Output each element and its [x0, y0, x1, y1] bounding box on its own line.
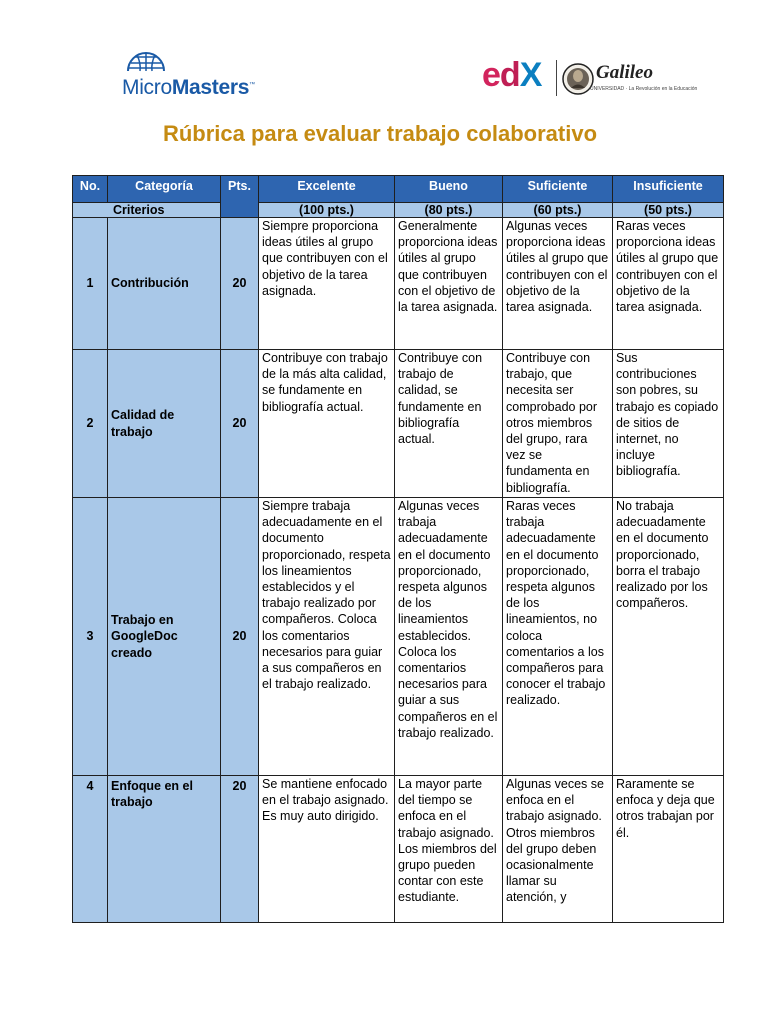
table-row	[73, 218, 724, 350]
galileo-logo	[562, 60, 698, 100]
cell-suficiente: Contribuye con trabajo, que necesita ser comprobado por otros miembros del grupo, rara vez se fundamenta en bibliografía.	[503, 350, 613, 498]
cell-insuficiente: Raramente se enfoca y deja que otros trabajan por él.	[613, 776, 724, 923]
cell-excelente: Contribuye con trabajo de la más alta calidad, se fundamente en bibliografía actual.	[259, 350, 395, 498]
galileo-tagline: UNIVERSIDAD · La Revolución en la Educación	[590, 86, 698, 92]
subheader-suficiente: (60 pts.)	[503, 203, 613, 218]
header-pts: Pts.	[221, 176, 259, 218]
table-row	[73, 498, 724, 776]
header-insuficiente: Insuficiente	[613, 176, 724, 203]
row-number: 2	[73, 350, 108, 498]
header-suficiente: Suficiente	[503, 176, 613, 203]
header-no: No.	[73, 176, 108, 203]
edx-logo: edX	[482, 56, 542, 94]
table-header-row	[73, 176, 724, 203]
micromasters-wordmark: MicroMasters™	[122, 76, 255, 99]
micromasters-logo	[120, 46, 270, 102]
subheader-excelente: (100 pts.)	[259, 203, 395, 218]
subheader-criterios: Criterios	[73, 203, 221, 218]
row-category: Trabajo en GoogleDoc creado	[108, 498, 221, 776]
cell-bueno: Generalmente proporciona ideas útiles al grupo que contribuyen con el objetivo de la tarea asignada.	[395, 218, 503, 350]
cell-bueno: Algunas veces trabaja adecuadamente en el documento proporcionado, respeta algunos de los lineamientos establecidos. Coloca los comentarios necesarios para guiar a sus compañeros en el trabajo realizado.	[395, 498, 503, 776]
header-excelente: Excelente	[259, 176, 395, 203]
cell-excelente: Se mantiene enfocado en el trabajo asignado. Es muy auto dirigido.	[259, 776, 395, 923]
cell-insuficiente: Sus contribuciones son pobres, su trabajo es copiado de sitios de internet, no incluye bibliografía.	[613, 350, 724, 498]
globe-icon	[126, 46, 166, 72]
row-category: Calidad de trabajo	[108, 350, 221, 498]
table-row	[73, 350, 724, 498]
table-subheader-row	[73, 203, 724, 218]
cell-bueno: La mayor parte del tiempo se enfoca en el trabajo asignado. Los miembros del grupo pueden contar con este estudiante.	[395, 776, 503, 923]
cell-suficiente: Algunas veces se enfoca en el trabajo asignado. Otros miembros del grupo deben ocasionalmente llamar su atención, y	[503, 776, 613, 923]
row-points: 20	[221, 498, 259, 776]
page-title: Rúbrica para evaluar trabajo colaborativo	[162, 121, 598, 146]
row-category: Contribución	[108, 218, 221, 350]
galileo-wordmark: Galileo	[596, 62, 653, 83]
header-categoria: Categoría	[108, 176, 221, 203]
row-points: 20	[221, 218, 259, 350]
row-number: 3	[73, 498, 108, 776]
cell-excelente: Siempre trabaja adecuadamente en el documento proporcionado, respeta los lineamientos establecidos y el trabajo realizado por compañeros. Coloca los comentarios necesarios para guiar a sus compañeros en el trabajo realizado.	[259, 498, 395, 776]
cell-bueno: Contribuye con trabajo de calidad, se fundamente en bibliografía actual.	[395, 350, 503, 498]
subheader-insuficiente: (50 pts.)	[613, 203, 724, 218]
row-number: 1	[73, 218, 108, 350]
subheader-bueno: (80 pts.)	[395, 203, 503, 218]
cell-excelente: Siempre proporciona ideas útiles al grupo que contribuyen con el objetivo de la tarea asignada.	[259, 218, 395, 350]
row-points: 20	[221, 776, 259, 923]
header-bueno: Bueno	[395, 176, 503, 203]
logo-divider	[556, 60, 557, 96]
cell-insuficiente: No trabaja adecuadamente en el documento proporcionado, borra el trabajo realizado por los compañeros.	[613, 498, 724, 776]
row-number: 4	[73, 776, 108, 923]
rubric-table	[72, 175, 724, 923]
row-category: Enfoque en el trabajo	[108, 776, 221, 923]
table-row	[73, 776, 724, 923]
cell-suficiente: Raras veces trabaja adecuadamente en el documento proporcionado, respeta algunos de los lineamientos, no coloca comentarios a los compañeros para conocer el trabajo realizado.	[503, 498, 613, 776]
cell-insuficiente: Raras veces proporciona ideas útiles al grupo que contribuyen con el objetivo de la tarea asignada.	[613, 218, 724, 350]
cell-suficiente: Algunas veces proporciona ideas útiles al grupo que contribuyen con el objetivo de la tarea asignada.	[503, 218, 613, 350]
row-points: 20	[221, 350, 259, 498]
